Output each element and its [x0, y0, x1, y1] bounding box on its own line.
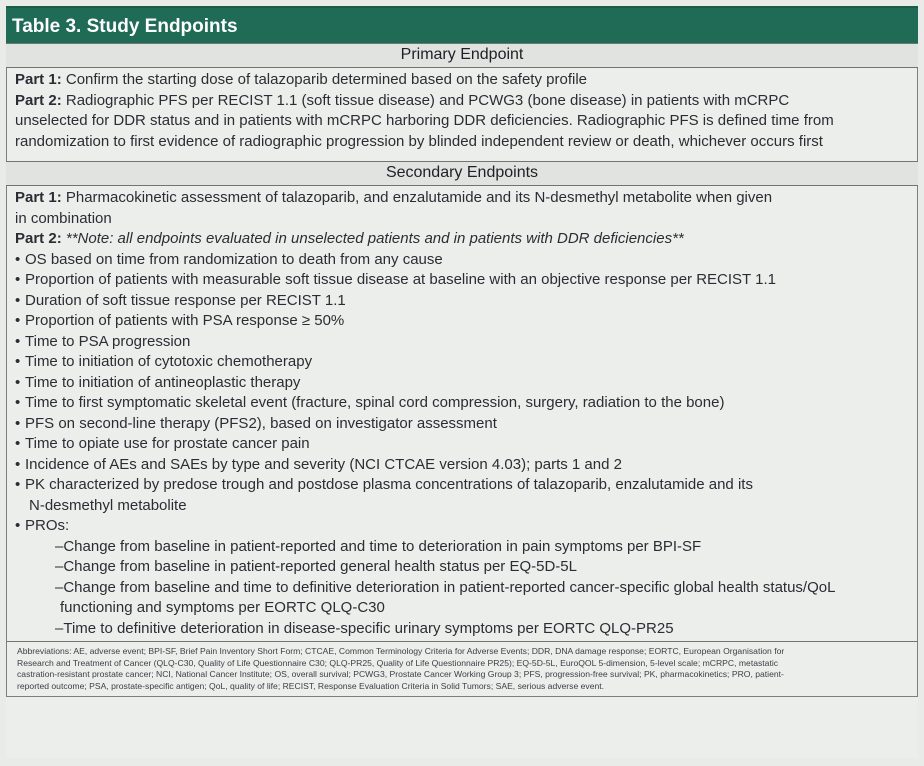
abbreviations-footnote — [6, 641, 918, 697]
list-item — [15, 516, 911, 537]
secondary-part1-line1: Pharmacokinetic assessment of talazoparib, and enzalutamide and its N-desmethyl metabolite when given — [65, 189, 773, 206]
pro-item-continuation: functioning and symptoms per EORTC QLQ-C30 — [60, 599, 385, 616]
primary-part2-line2: unselected for DDR status and in patients with mCRPC harboring DDR deficiencies. Radiographic PFS is defined time from — [15, 112, 834, 129]
primary-part2-line1: Radiographic PFS per RECIST 1.1 (soft tissue disease) and PCWG3 (bone disease) in patients with mCRPC — [65, 91, 790, 109]
bullet-icon: • — [15, 394, 21, 411]
bullet-text: Incidence of AEs and SAEs by type and severity (NCI CTCAE version 4.03); parts 1 and 2 — [25, 455, 622, 473]
bullet-icon: • — [15, 291, 21, 309]
bullet-text: Time to opiate use for prostate cancer pain — [25, 435, 310, 452]
secondary-part1-line2: in combination — [15, 209, 112, 227]
list-item — [15, 373, 911, 394]
bullet-icon: • — [15, 517, 21, 534]
bullet-icon: • — [15, 250, 21, 268]
bullet-icon: • — [15, 455, 21, 473]
list-item — [15, 352, 911, 373]
list-item — [15, 332, 911, 353]
bullet-text: Proportion of patients with PSA response ≥ 50% — [25, 312, 345, 329]
section-divider — [6, 154, 918, 161]
pro-item: –Change from baseline in patient-reported general health status per EQ-5D-5L — [55, 558, 577, 575]
pro-item: –Change from baseline in patient-reported and time to deterioration in pain symptoms per BPI-SF — [55, 537, 702, 555]
bullet-icon: • — [15, 373, 21, 391]
bullet-text: PROs: — [25, 517, 70, 534]
bullet-text: Duration of soft tissue response per RECIST 1.1 — [25, 291, 346, 309]
list-item — [15, 250, 911, 271]
secondary-endpoints-heading: Secondary Endpoints — [6, 161, 918, 186]
secondary-part2-note: **Note: all endpoints evaluated in unselected patients and in patients with DDR deficiencies** — [65, 230, 684, 247]
bullet-text: OS based on time from randomization to death from any cause — [25, 250, 443, 268]
primary-part1 — [15, 70, 911, 91]
list-item — [15, 291, 911, 312]
bullet-text: Time to initiation of cytotoxic chemotherapy — [25, 353, 313, 370]
primary-endpoint-heading: Primary Endpoint — [6, 43, 918, 68]
abbreviations-line: Abbreviations: AE, adverse event; BPI-SF, Brief Pain Inventory Short Form; CTCAE, Common Terminology Criteria for Adverse Events; DDR, DNA damage response; EORTC, European Organisation for — [17, 646, 785, 656]
bullet-icon: • — [15, 271, 21, 288]
bullet-text: Time to initiation of antineoplastic therapy — [25, 373, 301, 391]
primary-part2-label: Part 2: — [15, 91, 62, 109]
bullet-text: Proportion of patients with measurable soft tissue disease at baseline with an objective response per RECIST 1.1 — [25, 271, 776, 288]
bullet-text: PK characterized by predose trough and postdose plasma concentrations of talazoparib, enzalutamide and its — [25, 476, 753, 493]
list-item — [15, 270, 911, 291]
primary-part2 — [15, 91, 911, 112]
pk-continuation: N-desmethyl metabolite — [29, 496, 187, 514]
primary-part2-line3: randomization to first evidence of radiographic progression by blinded independent review or death, whichever occurs first — [15, 132, 823, 150]
list-item — [15, 455, 911, 476]
list-item — [15, 434, 911, 455]
primary-endpoint-body — [6, 68, 918, 154]
bullet-icon: • — [15, 414, 21, 432]
secondary-endpoints-body — [6, 186, 918, 641]
pro-item: –Change from baseline and time to definitive deterioration in patient-reported cancer-specific global health status/QoL — [55, 578, 836, 596]
primary-part1-label: Part 1: — [15, 71, 62, 88]
bullet-icon: • — [15, 353, 21, 370]
bullet-text: Time to PSA progression — [25, 332, 191, 350]
bullet-text: PFS on second-line therapy (PFS2), based on investigator assessment — [25, 414, 497, 432]
list-item — [15, 475, 911, 496]
primary-part1-text: Confirm the starting dose of talazoparib determined based on the safety profile — [65, 71, 587, 88]
bullet-icon: • — [15, 435, 21, 452]
abbreviations-line: Research and Treatment of Cancer (QLQ-C30, Quality of Life Questionnaire C30; QLQ-PR25, Quality of Life Questionnaire PR25); EQ-5D-5L, EuroQOL 5-dimension, 5-level scale; mCRPC, metastatic — [17, 657, 779, 668]
list-item — [15, 393, 911, 414]
bullet-text: Time to first symptomatic skeletal event (fracture, spinal cord compression, surgery, radiation to the bone) — [25, 394, 725, 411]
bullet-icon: • — [15, 476, 21, 493]
secondary-part1 — [15, 188, 911, 209]
list-item — [15, 311, 911, 332]
secondary-part2-label: Part 2: — [15, 230, 62, 247]
table-title: Table 3. Study Endpoints — [6, 6, 918, 43]
list-item — [15, 414, 911, 435]
pro-item: –Time to definitive deterioration in disease-specific urinary symptoms per EORTC QLQ-PR25 — [55, 619, 674, 637]
secondary-part1-label: Part 1: — [15, 189, 62, 206]
abbreviations-line: castration-resistant prostate cancer; NCI, National Cancer Institute; OS, overall survival; PCWG3, Prostate Cancer Working Group 3; PFS, progression-free survival; PK, pharmacokinetics; PRO, patient- — [17, 669, 784, 680]
endpoints-table — [6, 6, 918, 758]
secondary-part2 — [15, 229, 911, 250]
bullet-icon: • — [15, 312, 21, 329]
bullet-icon: • — [15, 332, 21, 350]
abbreviations-line: reported outcome; PSA, prostate-specific antigen; QoL, quality of life; RECIST, Response Evaluation Criteria in Solid Tumors; SAE, serious adverse event. — [17, 680, 605, 691]
